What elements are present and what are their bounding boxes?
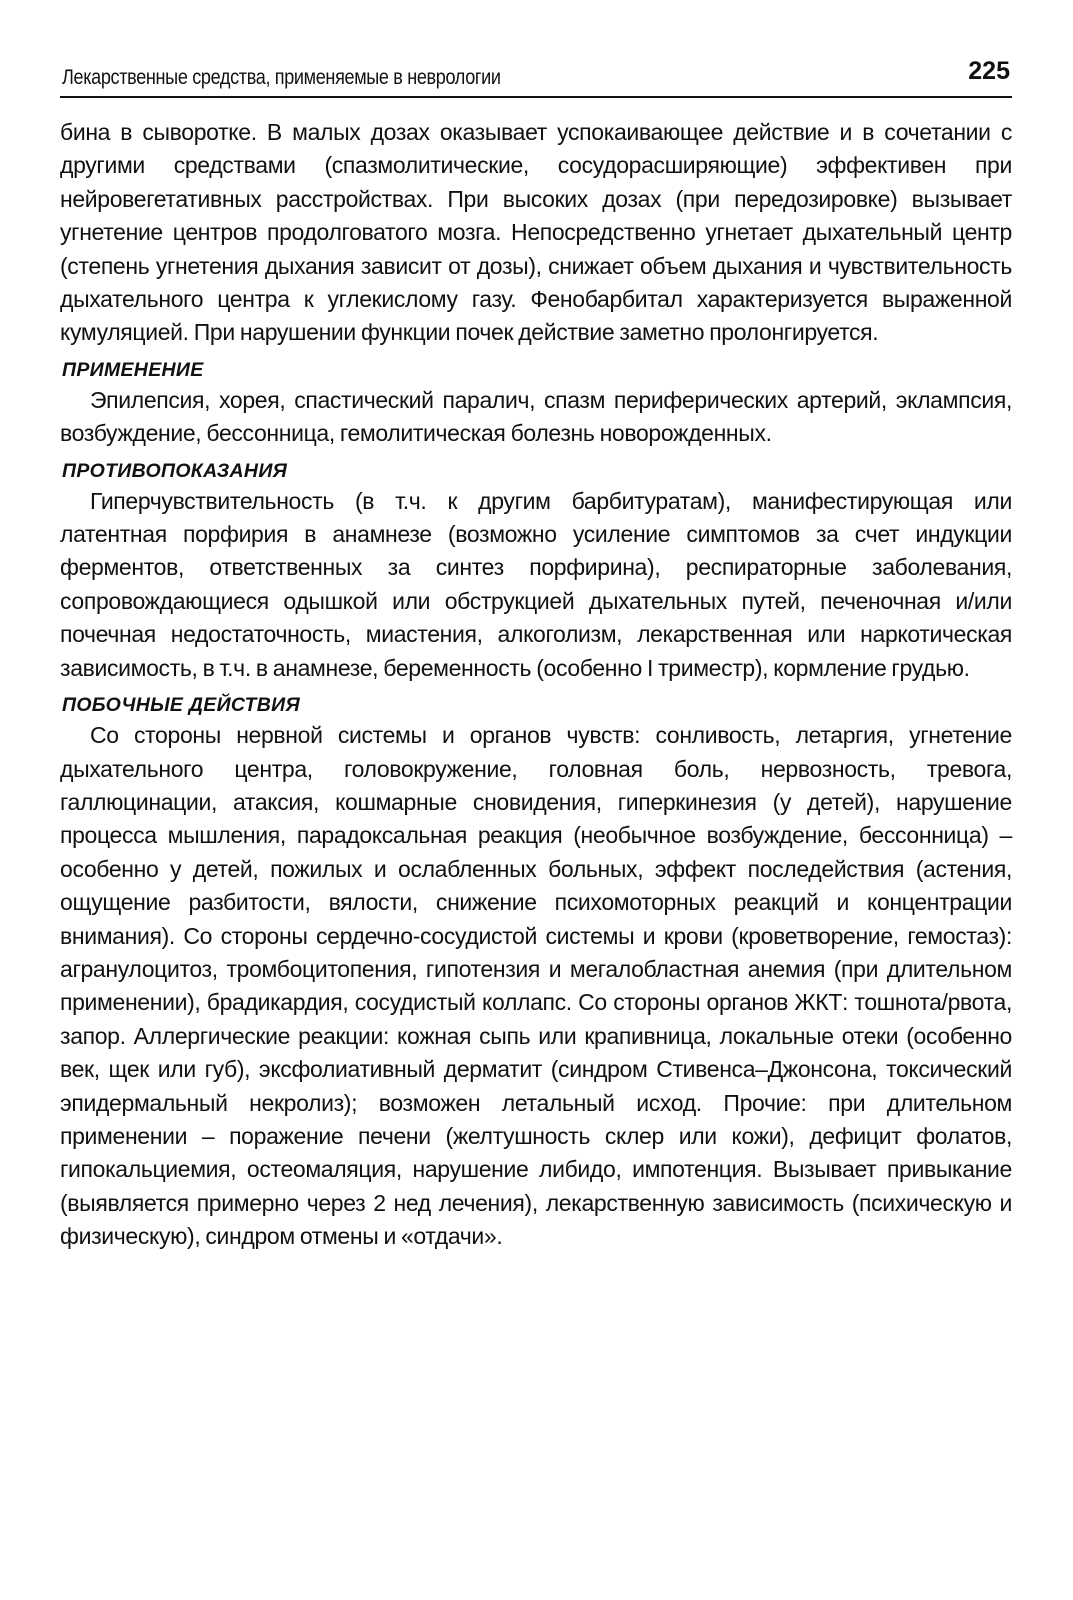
page-number: 225 (968, 57, 1010, 85)
page-body (60, 98, 1012, 1254)
book-page (60, 46, 1012, 1254)
intro-paragraph: бина в сыворотке. В малых дозах оказывает успокаивающее действие и в сочетании с другими средствами (спазмолитические, сосудорасширяющие) эффективен при нейровегетативных расстройствах. При высоких дозах (при передозировке) вызывает угнетение центров продолговатого мозга. Непосредственно угнетает дыхательный центр (степень угнетения дыхания зависит от дозы), снижает объем дыхания и чувствительность дыхательного центра к углекислому газу. Фенобарбитал характеризуется выраженной кумуляцией. При нарушении функции почек действие заметно пролонгируется. (60, 119, 1012, 346)
heading-contraindications: ПРОТИВОПОКАЗАНИЯ (62, 459, 288, 482)
chapter-title: Лекарственные средства, применяемые в неврологии (62, 66, 501, 89)
contraindications-paragraph: Гиперчувствительность (в т.ч. к другим барбитуратам), манифестирующая или латентная порфирия в анамнезе (возможно усиление симптомов за счет индукции ферментов, ответственных за синтез порфирина), респираторные заболевания, сопровождающиеся одышкой или обструкцией дыхательных путей, печеночная и/или почечная недостаточность, миастения, алкоголизм, лекарственная или наркотическая зависимость, в т.ч. в анамнезе, беременность (особенно I триместр), кормление грудью. (60, 487, 1012, 681)
side-effects-paragraph: Со стороны нервной системы и органов чувств: сонливость, летаргия, угнетение дыхательного центра, головокружение, головная боль, нервозность, тревога, галлюцинации, атаксия, кошмарные сновидения, гиперкинезия (у детей), нарушение процесса мышления, парадоксальная реакция (необычное возбуждение, бессонница) – особенно у детей, пожилых и ослабленных больных, эффект последействия (астения, ощущение разбитости, вялости, снижение психомоторных реакций и концентрации внимания). Со стороны сердечно-сосудистой системы и крови (кроветворение, гемостаз): агранулоцитоз, тромбоцитопения, гипотензия и мегалобластная анемия (при длительном применении), брадикардия, сосудистый коллапс. Со стороны органов ЖКТ: тошнота/рвота, запор. Аллергические реакции: кожная сыпь или крапивница, локальные отеки (особенно век, щек или губ), эксфолиативный дерматит (синдром Стивенса–Джонсона, токсический эпидермальный некролиз); возможен летальный исход. Прочие: при длительном применении – поражение печени (желтушность склер или кожи), дефицит фолатов, гипокальциемия, остеомаляция, нарушение либидо, импотенция. Вызывает привыкание (выявляется примерно через 2 нед лечения), лекарственную зависимость (психическую и физическую), синдром отмены и «отдачи». (60, 722, 1012, 1250)
indications-paragraph: Эпилепсия, хорея, спастический паралич, спазм периферических артерий, эклампсия, возбуждение, бессонница, гемолитическая болезнь новорожденных. (60, 386, 1012, 447)
heading-indications: ПРИМЕНЕНИЕ (62, 358, 204, 381)
running-header (60, 46, 1012, 98)
heading-side-effects: ПОБОЧНЫЕ ДЕЙСТВИЯ (62, 694, 300, 717)
